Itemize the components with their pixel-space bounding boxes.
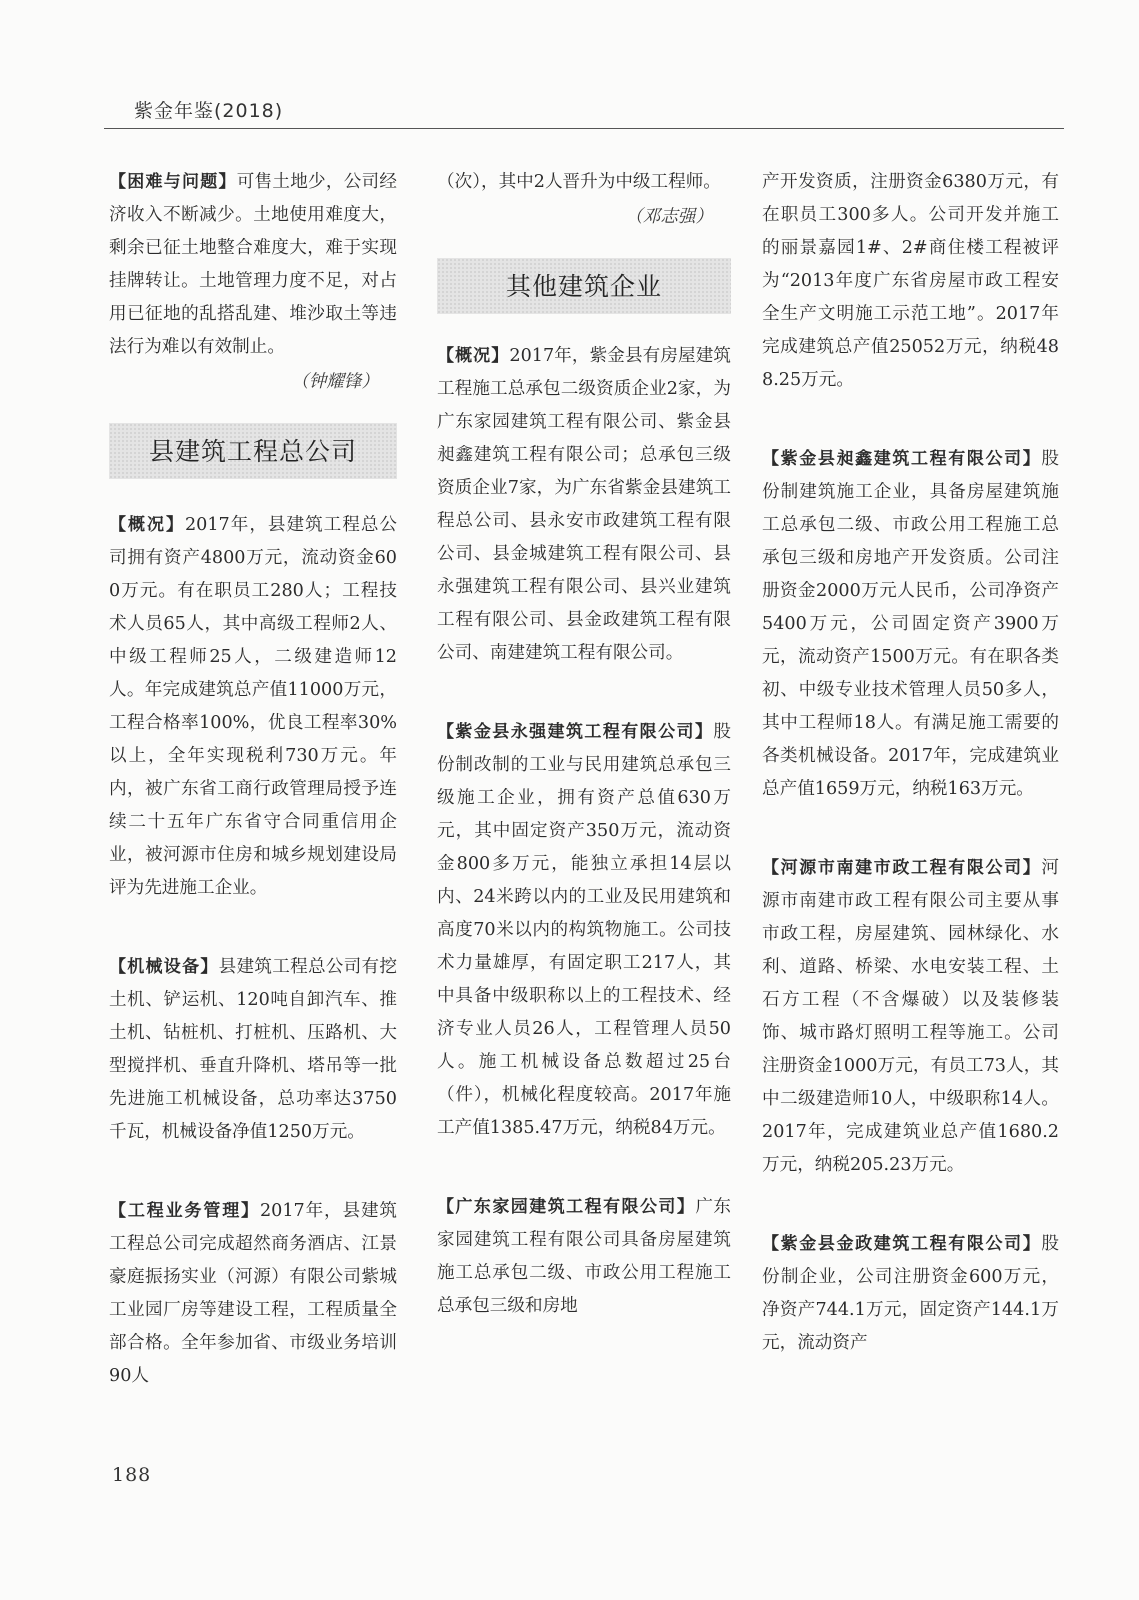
paragraph-continued: 产开发资质，注册资金6380万元，有在职员工300多人。公司开发并施工的丽景嘉园1#、2#商住楼工程被评为“2013年度广东省房屋市政工程安全生产文明施工示范工地”。2017年完成建筑总产值25052万元，纳税488.25万元。 — [762, 172, 1059, 390]
paragraph-project-management — [109, 1195, 397, 1393]
paragraph-difficulties — [109, 166, 397, 364]
paragraph-heading: 【概况】 — [437, 346, 510, 366]
paragraph-heading: 【紫金县昶鑫建筑工程有限公司】 — [762, 449, 1042, 469]
paragraph-continued: （次），其中2人晋升为中级工程师。 — [437, 172, 721, 192]
paragraph-text: 2017年，县建筑工程总公司拥有资产4800万元，流动资金600万元。有在职员工280人；工程技术人员65人，其中高级工程师2人、中级工程师25人，二级建造师12人。年完成建筑总产值11000万元，工程合格率100%，优良工程率30%以上，全年实现税利730万元。年内，被广东省工商行政管理局授予连续二十五年广东省守合同重信用企业，被河源市住房和城乡规划建设局评为先进施工企业。 — [109, 515, 398, 898]
page-number: 188 — [112, 1464, 152, 1486]
section-title-banner: 其他建筑企业 — [437, 258, 731, 314]
paragraph-changxin-company — [762, 443, 1059, 806]
paragraph-jiayuan-company — [437, 1191, 731, 1323]
paragraph-jinzheng-company — [762, 1228, 1059, 1360]
paragraph-text: 广东家园建筑工程有限公司具备房屋建筑施工总承包二级、市政公用工程施工总承包三级和房地 — [437, 1197, 731, 1316]
column-1 — [109, 166, 397, 1393]
paragraph-text: 河源市南建市政工程有限公司主要从事市政工程，房屋建筑、园林绿化、水利、道路、桥梁、水电安装工程、土石方工程（不含爆破）以及装修装饰、城市路灯照明工程等施工。公司注册资金1000万元，有员工73人，其中二级建造师10人，中级职称14人。2017年，完成建筑业总产值1680.2万元，纳税205.23万元。 — [762, 858, 1059, 1175]
paragraph-yongqiang-company — [437, 716, 731, 1145]
header-divider — [104, 128, 1064, 129]
paragraph-overview — [437, 340, 731, 670]
paragraph-text: 股份制建筑施工企业，具备房屋建筑施工总承包二级、市政公用工程施工总承包三级和房地产开发资质。公司注册资金2000万元人民币，公司净资产5400万元，公司固定资产3900万元，流动资产1500万元。有在职各类初、中级专业技术管理人员50多人，其中工程师18人。有满足施工需要的各类机械设备。2017年，完成建筑业总产值1659万元，纳税163万元。 — [762, 449, 1059, 799]
paragraph-heading: 【工程业务管理】 — [109, 1201, 260, 1221]
paragraph-text: 县建筑工程总公司有挖土机、铲运机、120吨自卸汽车、推土机、钻桩机、打桩机、压路机、大型搅拌机、垂直升降机、塔吊等一批先进施工机械设备，总功率达3750千瓦，机械设备净值1250万元。 — [109, 957, 397, 1142]
paragraph-heading: 【紫金县金政建筑工程有限公司】 — [762, 1234, 1042, 1254]
paragraph-heading: 【紫金县永强建筑工程有限公司】 — [437, 722, 714, 742]
paragraph-overview — [109, 509, 397, 905]
paragraph-text: 可售土地少，公司经济收入不断减少。土地使用难度大，剩余已征土地整合难度大，难于实现挂牌转让。土地管理力度不足，对占用已征地的乱搭乱建、堆沙取土等违法行为难以有效制止。 — [109, 172, 397, 357]
column-2 — [437, 166, 731, 1323]
header-title: 紫金年鉴(2018) — [134, 100, 284, 122]
paragraph-text: 股份制企业，公司注册资金600万元，净资产744.1万元，固定资产144.1万元，流动资产 — [762, 1234, 1059, 1353]
author-attribution: （邓志强） — [625, 207, 713, 227]
paragraph-text: 股份制改制的工业与民用建筑总承包三级施工企业，拥有资产总值630万元，其中固定资产350万元，流动资金800多万元，能独立承担14层以内、24米跨以内的工业及民用建筑和高度70米以内的构筑物施工。公司技术力量雄厚，有固定职工217人，其中具备中级职称以上的工程技术、经济专业人员26人，工程管理人员50人。施工机械设备总数超过25台（件），机械化程度较高。2017年施工产值1385.47万元，纳税84万元。 — [437, 722, 731, 1138]
paragraph-heading: 【机械设备】 — [109, 957, 219, 977]
section-title-banner: 县建筑工程总公司 — [109, 423, 397, 479]
paragraph-text: 2017年，紫金县有房屋建筑工程施工总承包二级资质企业2家，为广东家园建筑工程有限公司、紫金县昶鑫建筑工程有限公司；总承包三级资质企业7家，为广东省紫金县建筑工程总公司、县永安市政建筑工程有限公司、县金城建筑工程有限公司、县永强建筑工程有限公司、县兴业建筑工程有限公司、县金政建筑工程有限公司、南建建筑工程有限公司。 — [437, 346, 732, 663]
paragraph-heading: 【概况】 — [109, 515, 185, 535]
author-attribution: （钟耀锋） — [291, 372, 379, 392]
paragraph-heading: 【困难与问题】 — [109, 172, 237, 192]
paragraph-machinery — [109, 951, 397, 1149]
paragraph-heading: 【河源市南建市政工程有限公司】 — [762, 858, 1042, 878]
paragraph-heading: 【广东家园建筑工程有限公司】 — [437, 1197, 696, 1217]
paragraph-text: 2017年，县建筑工程总公司完成超然商务酒店、江景豪庭振扬实业（河源）有限公司紫城工业园厂房等建设工程，工程质量全部合格。全年参加省、市级业务培训90人 — [109, 1201, 398, 1386]
paragraph-nanjian-company — [762, 852, 1059, 1182]
column-3 — [762, 166, 1059, 1360]
